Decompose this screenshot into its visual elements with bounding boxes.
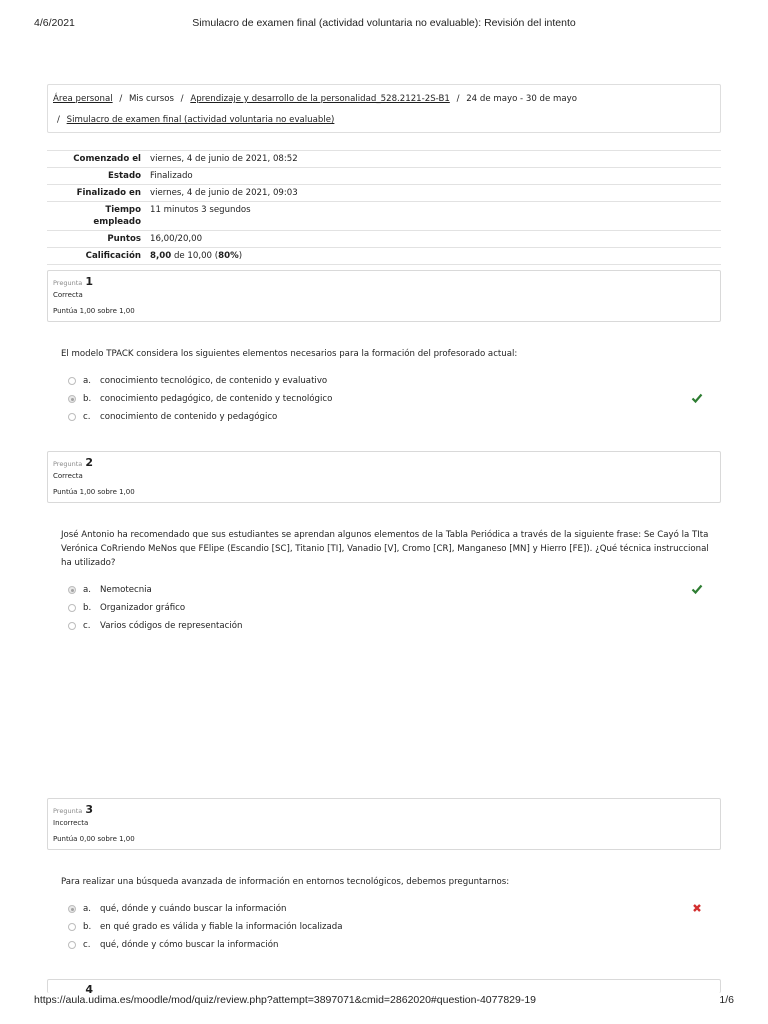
breadcrumb [47, 84, 721, 133]
breadcrumb-week: 24 de mayo - 30 de mayo [466, 94, 578, 104]
radio-button[interactable] [68, 923, 76, 931]
radio-button-selected[interactable] [68, 586, 76, 594]
option-letter: a. [83, 376, 91, 386]
question-prefix: Pregunta [53, 807, 83, 815]
summary-value: 16,00/20,00 [146, 231, 721, 248]
summary-label-line: empleado [93, 217, 141, 227]
page-counter: 1/6 [719, 994, 734, 1006]
grade-score: 8,00 [150, 251, 172, 261]
summary-row-started [47, 151, 721, 168]
print-title: Simulacro de examen final (actividad voluntaria no evaluable): Revisión del intento [192, 17, 576, 29]
breadcrumb-course-link[interactable]: Aprendizaje y desarrollo de la personalidad_528.2121-2S-B1 [190, 94, 450, 104]
option-letter: a. [83, 585, 91, 595]
attempt-summary-table [47, 150, 721, 265]
question-text: Para realizar una búsqueda avanzada de información en entornos tecnológicos, debemos preguntarnos: [61, 877, 510, 887]
option-letter: a. [83, 904, 91, 914]
breadcrumb-quiz-link[interactable]: Simulacro de examen final (actividad voluntaria no evaluable) [66, 115, 335, 125]
option-text: conocimiento de contenido y pedagógico [100, 412, 278, 422]
option-letter: c. [83, 940, 91, 950]
option-text: Organizador gráfico [100, 603, 186, 613]
summary-row-points [47, 231, 721, 248]
breadcrumb-separator: / [57, 115, 60, 125]
question-info-2 [47, 451, 721, 503]
breadcrumb-separator: / [180, 94, 184, 104]
question-number [53, 983, 93, 993]
question-info-1 [47, 270, 721, 322]
answer-list [68, 581, 708, 635]
answer-option[interactable] [68, 900, 708, 918]
breadcrumb-separator: / [119, 94, 123, 104]
option-letter: c. [83, 412, 91, 422]
question-number-value: 4 [85, 983, 93, 993]
question-number-value: 1 [85, 275, 93, 288]
summary-label: Puntos [47, 231, 146, 248]
question-info-3 [47, 798, 721, 850]
check-icon [691, 583, 703, 595]
check-icon [691, 392, 703, 404]
print-header [0, 17, 768, 31]
radio-button[interactable] [68, 413, 76, 421]
summary-row-state [47, 168, 721, 185]
radio-button[interactable] [68, 604, 76, 612]
print-date: 4/6/2021 [34, 17, 75, 29]
answer-option[interactable] [68, 408, 708, 426]
option-text: en qué grado es válida y fiable la información localizada [100, 922, 343, 932]
question-state: Correcta [53, 472, 83, 480]
question-text: José Antonio ha recomendado que sus estudiantes se aprendan algunos elementos de la Tabla Periódica a través de la siguiente frase: Se Cayó la TIta Verónica CoRriendo MeNos que FElipe (Escandio [SC], Titanio [TI], Vanadio [V], Cromo [CR], Manganeso [MN] y Hierro [FE]). ¿Qué técnica instruccional ha utilizado? [61, 530, 709, 568]
grade-percent: 80% [218, 251, 239, 261]
radio-button-selected[interactable] [68, 395, 76, 403]
question-text: El modelo TPACK considera los siguientes elementos necesarios para la formación del profesorado actual: [61, 349, 518, 359]
radio-button[interactable] [68, 377, 76, 385]
summary-row-grade [47, 248, 721, 265]
answer-option[interactable] [68, 936, 708, 954]
option-text: Nemotecnia [100, 585, 152, 595]
radio-button-selected[interactable] [68, 905, 76, 913]
radio-button[interactable] [68, 622, 76, 630]
summary-label: Estado [47, 168, 146, 185]
summary-row-finished [47, 185, 721, 202]
summary-value [146, 248, 721, 265]
question-prefix: Pregunta [53, 279, 83, 287]
option-text: qué, dónde y cómo buscar la información [100, 940, 279, 950]
answer-list [68, 372, 708, 426]
question-grade: Puntúa 1,00 sobre 1,00 [53, 307, 135, 315]
question-number-value: 2 [85, 456, 93, 469]
summary-label: Finalizado en [47, 185, 146, 202]
answer-option[interactable] [68, 617, 708, 635]
summary-row-time [47, 202, 721, 231]
radio-button[interactable] [68, 941, 76, 949]
question-info-4 [47, 979, 721, 993]
answer-option[interactable] [68, 390, 708, 408]
answer-list [68, 900, 708, 954]
answer-option[interactable] [68, 372, 708, 390]
option-text: conocimiento pedagógico, de contenido y tecnológico [100, 394, 333, 404]
question-number [53, 275, 93, 288]
summary-label: Calificación [47, 248, 146, 265]
question-number [53, 803, 93, 816]
summary-value: viernes, 4 de junio de 2021, 08:52 [146, 151, 721, 168]
grade-text-end: ) [238, 251, 243, 261]
grade-text: de 10,00 ( [171, 251, 219, 261]
question-prefix: Pregunta [53, 460, 83, 468]
answer-option[interactable] [68, 918, 708, 936]
option-letter: b. [83, 394, 92, 404]
answer-option[interactable] [68, 599, 708, 617]
summary-value: viernes, 4 de junio de 2021, 09:03 [146, 185, 721, 202]
page-url: https://aula.udima.es/moodle/mod/quiz/review.php?attempt=3897071&cmid=2862020#question-4077829-19 [34, 994, 537, 1006]
breadcrumb-my-courses: Mis cursos [129, 94, 174, 104]
summary-value: Finalizado [146, 168, 721, 185]
summary-label-line: Tiempo [105, 205, 141, 215]
question-number-value: 3 [85, 803, 93, 816]
option-text: Varios códigos de representación [100, 621, 243, 631]
cross-icon [691, 902, 703, 914]
option-text: qué, dónde y cuándo buscar la información [100, 904, 287, 914]
summary-label: Comenzado el [47, 151, 146, 168]
question-grade: Puntúa 1,00 sobre 1,00 [53, 488, 135, 496]
question-number [53, 456, 93, 469]
answer-option[interactable] [68, 581, 708, 599]
breadcrumb-separator: / [456, 94, 460, 104]
option-text: conocimiento tecnológico, de contenido y evaluativo [100, 376, 328, 386]
option-letter: c. [83, 621, 91, 631]
summary-value: 11 minutos 3 segundos [146, 202, 721, 231]
option-letter: b. [83, 922, 92, 932]
question-state: Incorrecta [53, 819, 89, 827]
option-letter: b. [83, 603, 92, 613]
question-state: Correcta [53, 291, 83, 299]
summary-label [47, 202, 146, 231]
breadcrumb-home-link[interactable]: Área personal [53, 94, 113, 104]
question-grade: Puntúa 0,00 sobre 1,00 [53, 835, 135, 843]
